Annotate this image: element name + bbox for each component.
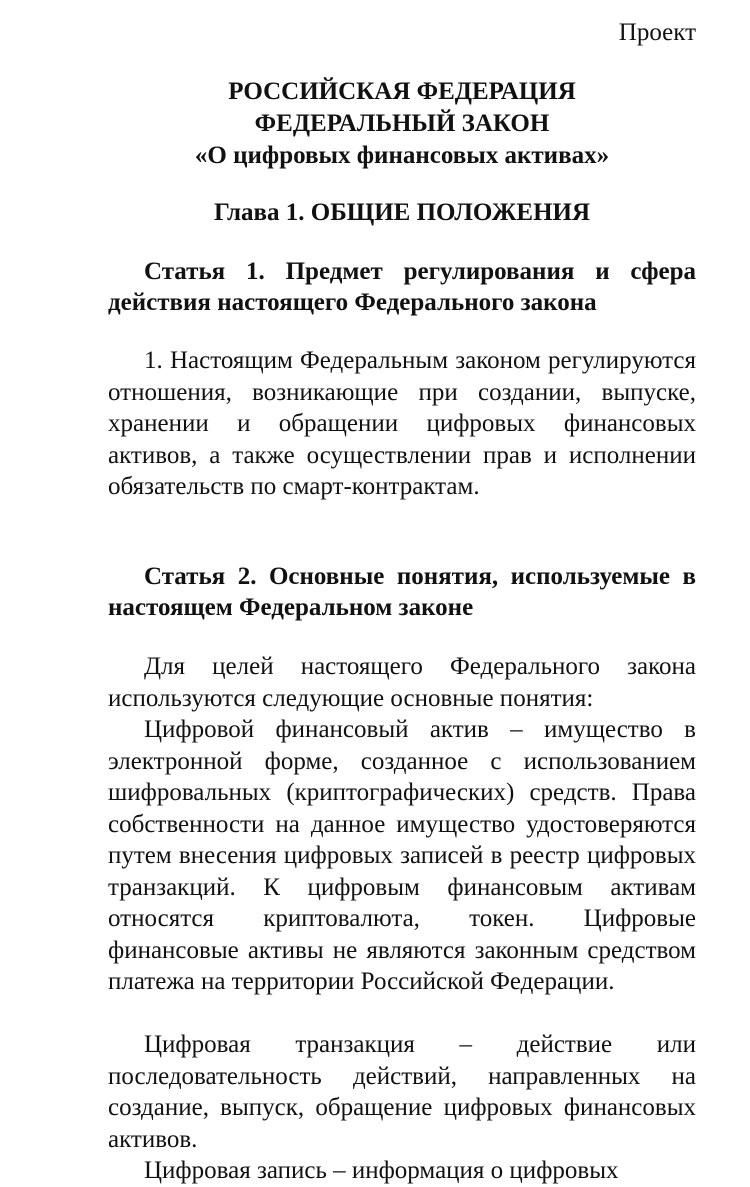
title-country: РОССИЙСКАЯ ФЕДЕРАЦИЯ <box>228 78 576 105</box>
article-1-paragraph-1: 1. Настоящим Федеральным законом регулируются отношения, возникающие при создании, выпуске, хранении и обращении цифровых финансовых активов, а также осуществлении прав и исполнении обязательств по смарт-контрактам. <box>108 347 696 500</box>
article-2-title: Статья 2. Основные понятия, используемые в настоящем Федеральном законе <box>108 563 696 621</box>
draft-label: Проект <box>618 19 696 46</box>
article-2-paragraph-1: Для целей настоящего Федерального закона используются следующие основные понятия: <box>108 653 696 712</box>
article-1-title: Статья 1. Предмет регулирования и сфера действия настоящего Федерального закона <box>108 258 696 316</box>
article-2-paragraph-3: Цифровая транзакция – действие или последовательность действий, направленных на создание, выпуск, обращение цифровых финансовых активов. <box>108 1031 696 1153</box>
document-title <box>108 76 696 172</box>
title-law-type: ФЕДЕРАЛЬНЫЙ ЗАКОН <box>254 110 550 137</box>
chapter-heading: Глава 1. ОБЩИЕ ПОЛОЖЕНИЯ <box>213 199 591 226</box>
article-2-paragraph-2: Цифровой финансовый актив – имущество в электронной форме, созданное с использованием шифровальных (криптографических) средств. Права собственности на данное имущество удостоверяются путем внесения цифровых записей в реестр цифровых транзакций. К цифровым финансовым активам относятся криптовалюта, токен. Цифровые финансовые активы не являются законным средством платежа на территории Российской Федерации. <box>108 716 696 995</box>
article-2-paragraph-4: Цифровая запись – информация о цифровых <box>144 1157 619 1184</box>
title-law-name: «О цифровых финансовых активах» <box>194 142 610 169</box>
